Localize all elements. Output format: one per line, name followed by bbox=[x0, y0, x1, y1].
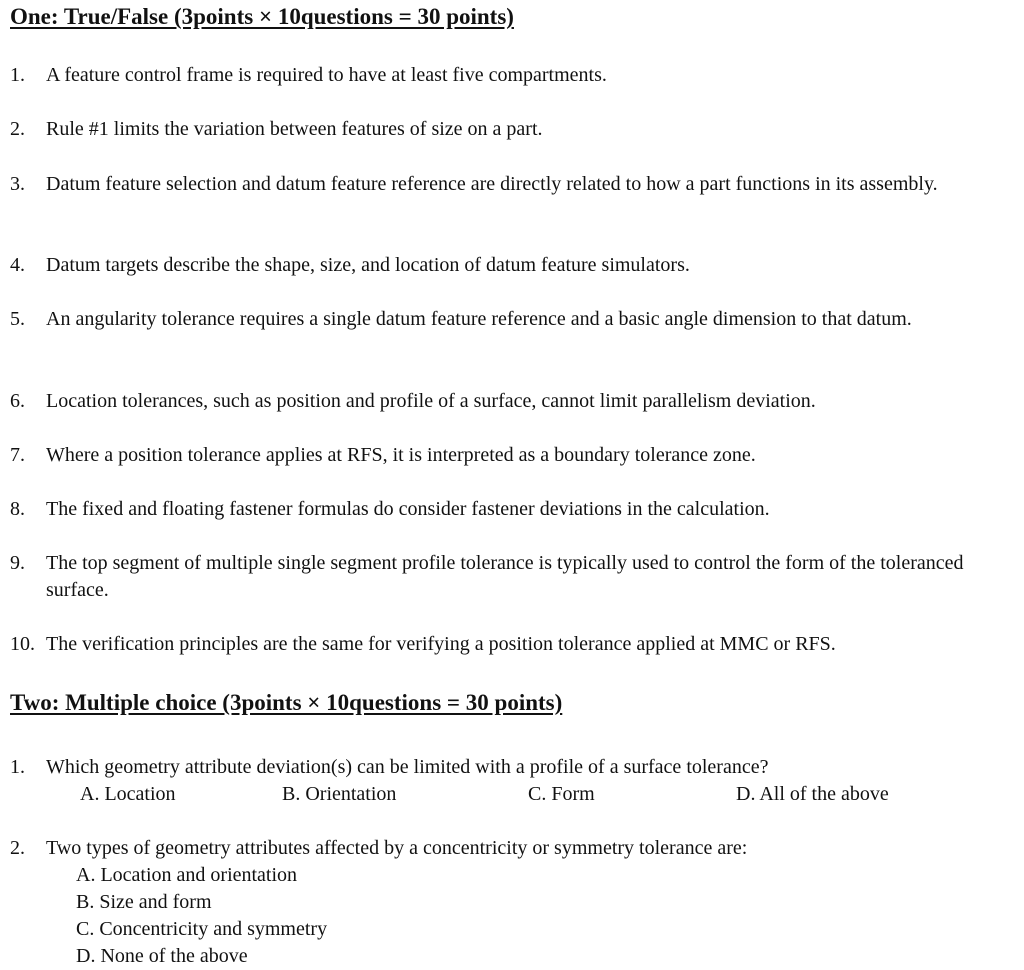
mc-option-2b: B. Size and form bbox=[76, 891, 212, 913]
question-number: 6. bbox=[10, 390, 25, 412]
question-number: 3. bbox=[10, 173, 25, 195]
question-number: 4. bbox=[10, 254, 25, 276]
question-text: An angularity tolerance requires a single datum feature reference and a basic angle dimension to that datum. bbox=[46, 308, 912, 330]
question-text: Datum targets describe the shape, size, and location of datum feature simulators. bbox=[46, 254, 690, 276]
question-number: 7. bbox=[10, 444, 25, 466]
question-text: The fixed and floating fastener formulas do consider fastener deviations in the calculation. bbox=[46, 498, 770, 520]
mc-option-1b: B. Orientation bbox=[282, 783, 397, 805]
question-text: Two types of geometry attributes affected by a concentricity or symmetry tolerance are: bbox=[46, 837, 748, 859]
question-text: Rule #1 limits the variation between features of size on a part. bbox=[46, 118, 543, 140]
section-two-heading: Two: Multiple choice (3points × 10questions = 30 points) bbox=[10, 690, 563, 715]
question-text: Where a position tolerance applies at RFS, it is interpreted as a boundary tolerance zone. bbox=[46, 444, 756, 466]
section-one-heading: One: True/False (3points × 10questions = 30 points) bbox=[10, 4, 514, 29]
question-text: Datum feature selection and datum feature reference are directly related to how a part functions in its assembly. bbox=[46, 173, 938, 195]
mc-option-1c: C. Form bbox=[528, 783, 595, 805]
question-number: 1. bbox=[10, 756, 25, 778]
question-number: 2. bbox=[10, 837, 25, 859]
mc-option-2a: A. Location and orientation bbox=[76, 864, 298, 886]
question-number: 10. bbox=[10, 633, 35, 655]
question-text: Location tolerances, such as position and profile of a surface, cannot limit parallelism deviation. bbox=[46, 390, 816, 412]
question-number: 5. bbox=[10, 308, 25, 330]
question-number: 9. bbox=[10, 552, 25, 574]
mc-option-1d: D. All of the above bbox=[736, 783, 889, 805]
mc-option-2c: C. Concentricity and symmetry bbox=[76, 918, 328, 940]
question-text: A feature control frame is required to have at least five compartments. bbox=[46, 64, 607, 86]
question-number: 1. bbox=[10, 64, 25, 86]
question-text: The top segment of multiple single segment profile tolerance is typically used to control the form of the toleranced surface. bbox=[46, 552, 964, 601]
question-text: Which geometry attribute deviation(s) can be limited with a profile of a surface tolerance? bbox=[46, 756, 769, 778]
question-number: 8. bbox=[10, 498, 25, 520]
question-number: 2. bbox=[10, 118, 25, 140]
question-text: The verification principles are the same for verifying a position tolerance applied at MMC or RFS. bbox=[46, 633, 836, 655]
mc-option-1a: A. Location bbox=[80, 783, 176, 805]
mc-option-2d: D. None of the above bbox=[76, 945, 248, 967]
